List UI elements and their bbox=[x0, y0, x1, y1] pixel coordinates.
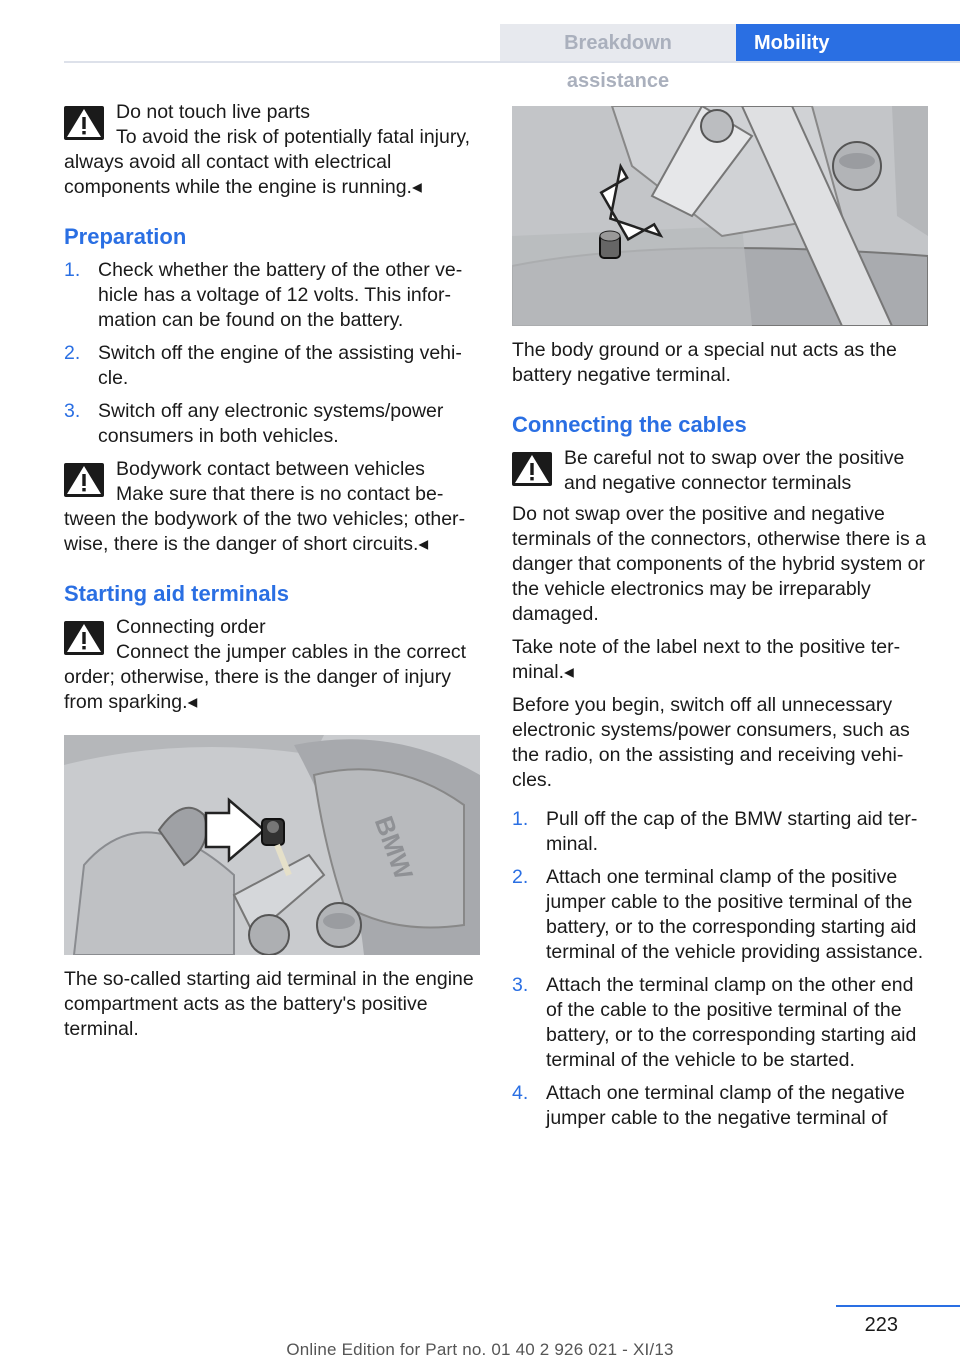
svg-text:BMW: BMW bbox=[368, 812, 420, 884]
list-item bbox=[64, 341, 482, 391]
warning-body: Do not swap over the positive and negative terminals of the connectors, otherwise there is a danger that components of the hybrid system or the vehicle electronics may be irreparably damaged. bbox=[512, 503, 927, 625]
warning-title: Be careful not to swap over the positive and negative connector terminals bbox=[564, 447, 905, 494]
step-text: Switch off the engine of the assisting vehicle. bbox=[98, 342, 462, 389]
list-item bbox=[64, 258, 482, 333]
page-number: 223 bbox=[864, 1314, 898, 1336]
warning-icon bbox=[64, 463, 104, 497]
warning-icon bbox=[64, 106, 104, 140]
warning-body: To avoid the risk of potentially fatal injury, always avoid all contact with electrical components while the engine is running.◂ bbox=[64, 126, 471, 198]
step-text: Attach one terminal clamp of the negative jumper cable to the negative terminal of bbox=[546, 1082, 905, 1129]
step-number: 2. bbox=[512, 866, 529, 888]
warning-live-parts bbox=[64, 100, 482, 200]
list-item bbox=[512, 865, 930, 965]
warning-icon bbox=[512, 452, 552, 486]
list-item bbox=[512, 1081, 930, 1131]
section-heading-connecting-cables: Connecting the cables bbox=[512, 412, 747, 437]
step-number: 2. bbox=[64, 342, 81, 364]
left-column bbox=[64, 100, 482, 1042]
step-number: 1. bbox=[512, 808, 529, 830]
warning-title: Do not touch live parts bbox=[116, 101, 311, 123]
engine-compartment-photo bbox=[64, 735, 480, 955]
intro-paragraph: Before you begin, switch off all unnecessary electronic systems/power consumers, such as the radio, on the assisting and receiving vehicles. bbox=[512, 694, 910, 791]
photo-caption: The body ground or a special nut acts as the battery negative terminal. bbox=[512, 339, 897, 386]
header-tabs bbox=[500, 24, 960, 92]
step-number: 1. bbox=[64, 259, 81, 281]
section-heading-preparation: Preparation bbox=[64, 224, 187, 249]
warning-swap-terminals bbox=[512, 446, 930, 685]
step-text: Pull off the cap of the BMW starting aid terminal. bbox=[546, 808, 918, 855]
body-ground-photo bbox=[512, 106, 928, 326]
list-item bbox=[64, 399, 482, 449]
warning-body: Connect the jumper cables in the correct order; otherwise, there is the danger of injury from sparking.◂ bbox=[64, 641, 467, 713]
footer-edition: Online Edition for Part no. 01 40 2 926 021 - XI/13 bbox=[286, 1340, 674, 1359]
header-rule bbox=[64, 61, 960, 63]
step-number: 4. bbox=[512, 1082, 529, 1104]
warning-bodywork-contact bbox=[64, 457, 482, 557]
photo-caption: The so-called starting aid terminal in the engine compartment acts as the battery's positive terminal. bbox=[64, 968, 474, 1040]
preparation-steps bbox=[64, 258, 482, 449]
step-text: Check whether the battery of the other vehicle has a voltage of 12 volts. This information can be found on the battery. bbox=[98, 259, 463, 331]
step-text: Attach the terminal clamp on the other end of the cable to the positive terminal of the battery, or to the corresponding starting aid terminal of the vehicle to be started. bbox=[546, 974, 917, 1071]
right-column bbox=[512, 106, 930, 1139]
step-number: 3. bbox=[64, 400, 81, 422]
warning-icon bbox=[64, 621, 104, 655]
warning-connecting-order bbox=[64, 615, 482, 715]
connecting-steps bbox=[512, 807, 930, 1131]
list-item bbox=[512, 807, 930, 857]
header-chapter-tab[interactable]: Mobility bbox=[736, 24, 960, 62]
header-section-tab[interactable]: Breakdown assistance bbox=[500, 24, 736, 62]
warning-title: Connecting order bbox=[116, 616, 266, 638]
footer-rule bbox=[836, 1305, 960, 1307]
step-number: 3. bbox=[512, 974, 529, 996]
warning-body-note: Take note of the label next to the positive terminal.◂ bbox=[512, 636, 901, 683]
warning-body: Make sure that there is no contact between the bodywork of the two vehicles; otherwise, there is the danger of short circuits.◂ bbox=[64, 483, 466, 555]
list-item bbox=[512, 973, 930, 1073]
section-heading-terminals: Starting aid terminals bbox=[64, 581, 289, 606]
warning-title: Bodywork contact between vehicles bbox=[116, 458, 425, 480]
step-text: Attach one terminal clamp of the positive jumper cable to the positive terminal of the battery, or to the corresponding starting aid terminal of the vehicle providing assistance. bbox=[546, 866, 924, 963]
step-text: Switch off any electronic systems/power consumers in both vehicles. bbox=[98, 400, 444, 447]
